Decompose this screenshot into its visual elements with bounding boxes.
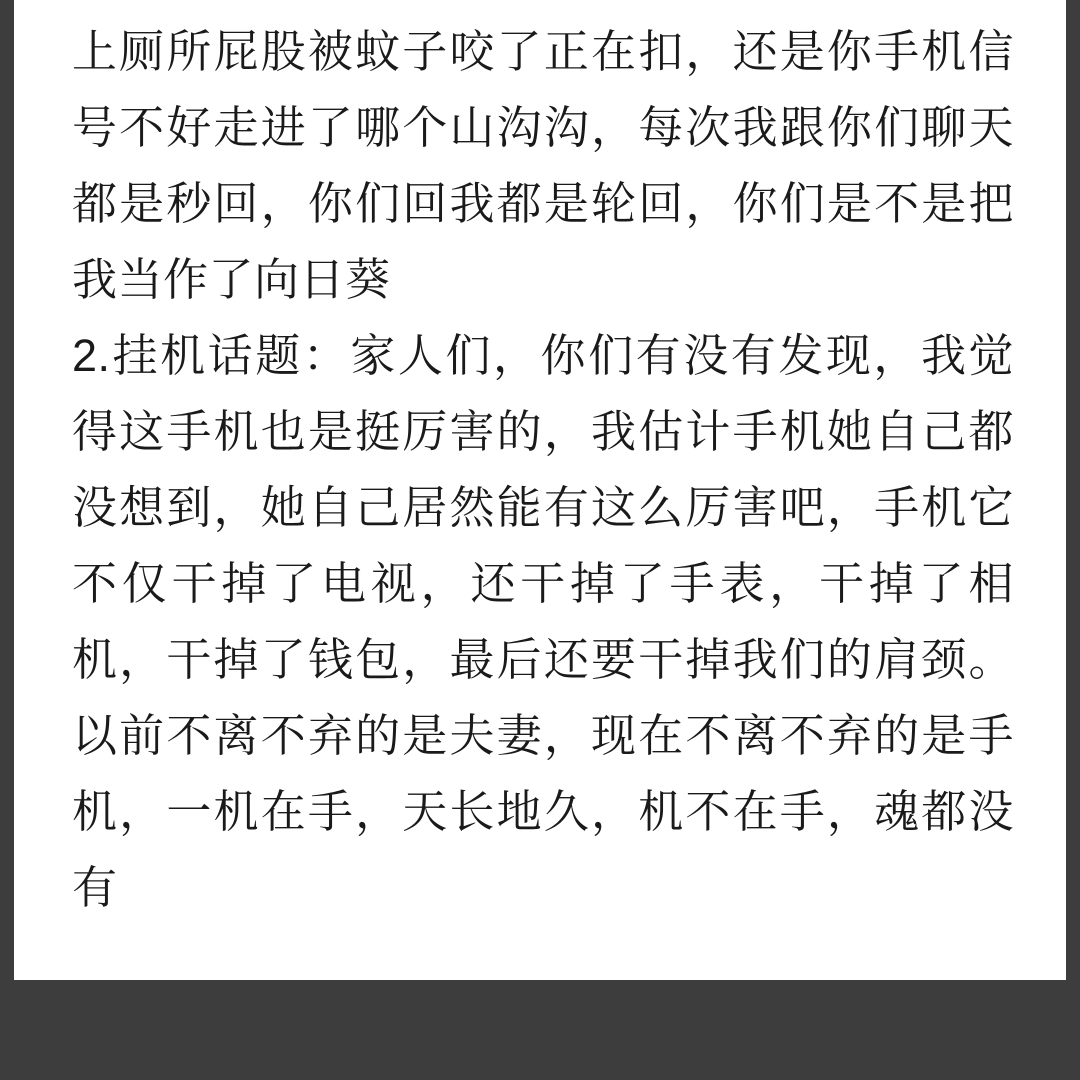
paragraph-1: 上厕所屁股被蚊子咬了正在扣，还是你手机信号不好走进了哪个山沟沟，每次我跟你们聊天都是秒回，你们回我都是轮回，你们是不是把我当作了向日葵 — [72, 26, 1014, 305]
bottom-frame-bar — [0, 980, 1080, 1080]
document-content — [14, 0, 1066, 980]
paragraph-2: 2.挂机话题：家人们，你们有没有发现，我觉得这手机也是挺厉害的，我估计手机她自己都没想到，她自己居然能有这么厉害吧，手机它不仅干掉了电视，还干掉了手表，干掉了相机，干掉了钱包，最后还要干掉我们的肩颈。以前不离不弃的是夫妻，现在不离不弃的是手机，一机在手，天长地久，机不在手，魂都没有 — [72, 330, 1014, 913]
left-frame-bar — [0, 0, 14, 980]
right-frame-bar — [1066, 0, 1080, 980]
